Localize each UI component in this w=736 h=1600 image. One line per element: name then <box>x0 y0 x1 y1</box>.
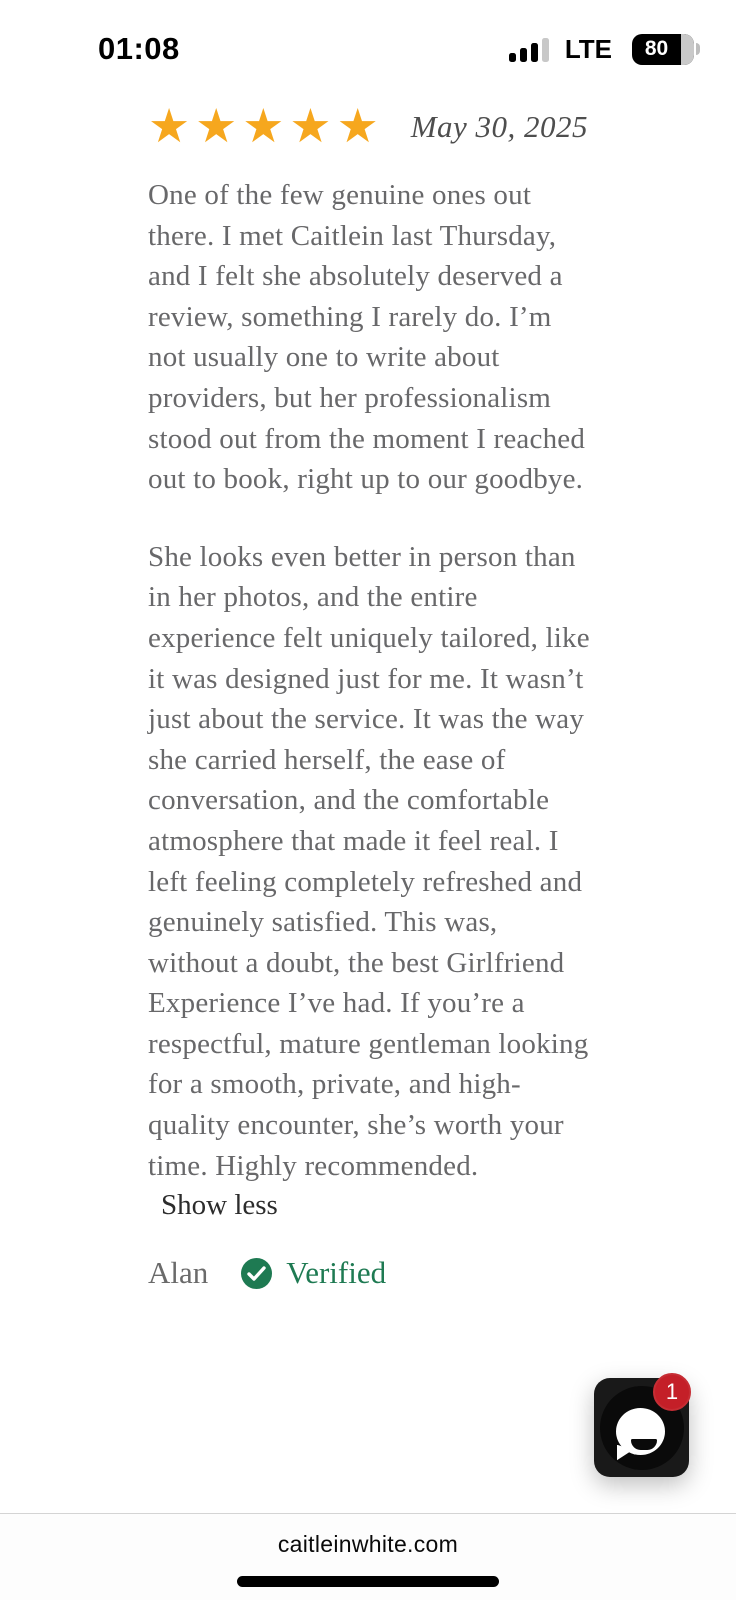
star-icon: ★ <box>195 99 238 154</box>
author-row <box>148 1255 594 1291</box>
battery-icon <box>632 34 700 65</box>
show-less-link[interactable]: Show less <box>161 1189 278 1222</box>
address-bar-url[interactable]: caitleinwhite.com <box>277 1531 459 1557</box>
review-card <box>148 92 594 1291</box>
home-indicator[interactable] <box>237 1576 499 1587</box>
rating-row <box>148 98 594 156</box>
star-rating <box>148 99 379 154</box>
battery-percent: 80 <box>644 37 669 60</box>
network-type-label: LTE <box>564 33 612 64</box>
status-indicators <box>509 34 700 65</box>
star-icon: ★ <box>242 99 285 154</box>
verified-label: Verified <box>286 1255 387 1291</box>
review-paragraphs <box>148 175 594 1186</box>
star-icon: ★ <box>336 99 379 154</box>
chat-widget-button[interactable] <box>594 1378 689 1477</box>
star-icon: ★ <box>289 99 332 154</box>
browser-bottom-bar <box>0 1513 736 1600</box>
status-bar <box>0 0 736 92</box>
review-paragraph: She looks even better in person than in her photos, and the entire experience felt uniquely tailored, like it was designed just for me. It wasn’t just about the service. It was the way she carried herself, the ease of conversation, and the comfortable atmosphere that made it feel real. I left feeling completely refreshed and genuinely satisfied. This was, without a doubt, the best Girlfriend Experience I’ve had. If you’re a respectful, mature gentleman looking for a smooth, private, and high-quality encounter, she’s worth your time. Highly recommended. <box>148 540 590 1182</box>
status-time: 01:08 <box>98 31 180 66</box>
star-icon: ★ <box>148 99 191 154</box>
review-paragraph: One of the few genuine ones out there. I met Caitlein last Thursday, and I felt she absolutely deserved a review, something I rarely do. I’m not usually one to write about providers, but her professionalism stood out from the moment I reached out to book, right up to our goodbye. <box>148 179 586 496</box>
review-date: May 30, 2025 <box>410 109 589 144</box>
verified-check-icon <box>241 1258 272 1289</box>
cellular-signal-icon <box>509 36 549 62</box>
chat-unread-badge: 1 <box>653 1373 691 1411</box>
reviewer-name: Alan <box>148 1255 209 1291</box>
